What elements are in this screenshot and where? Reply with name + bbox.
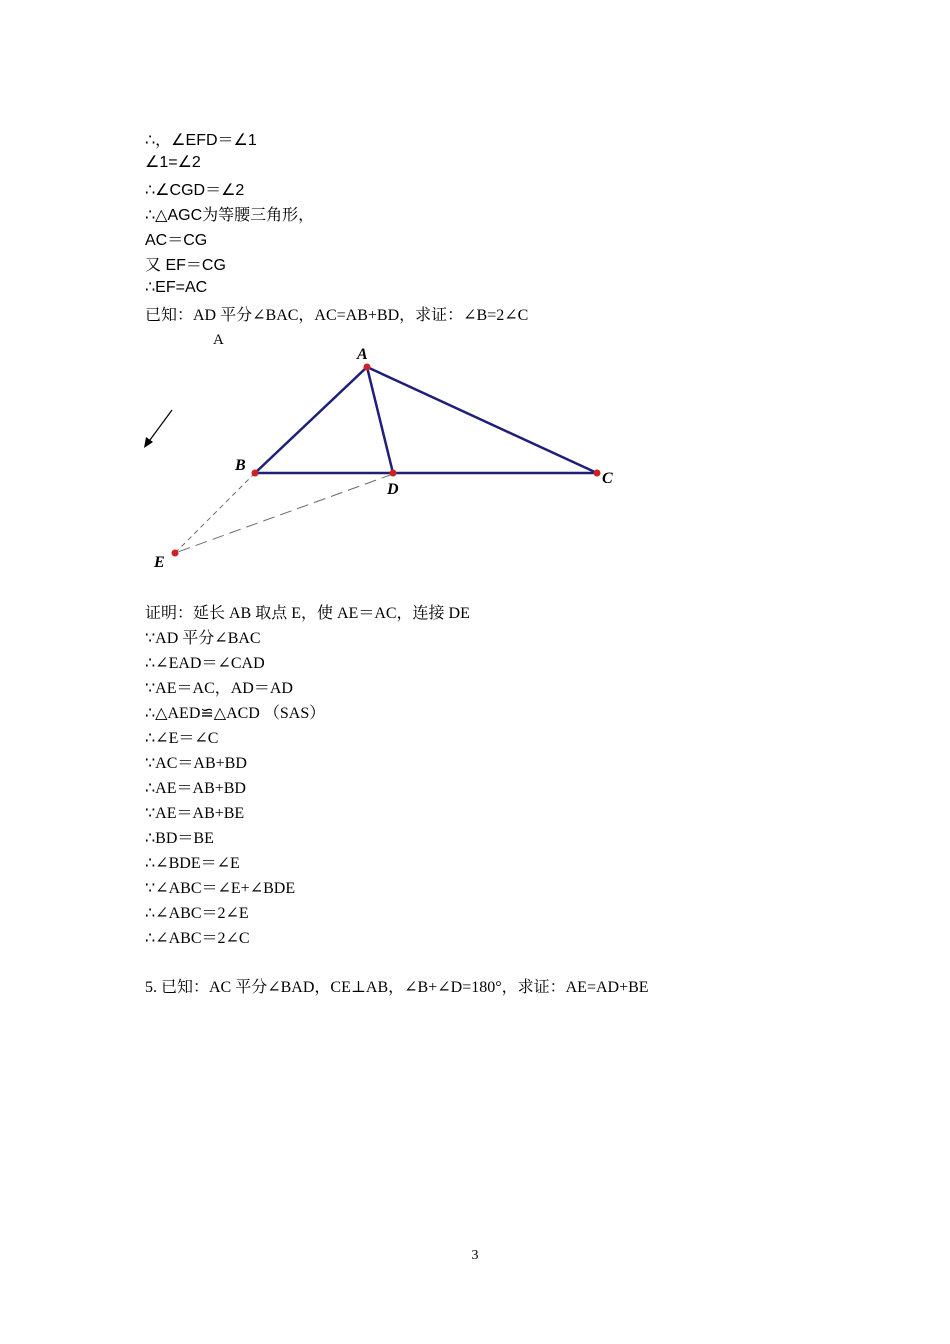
segment-be [175,473,255,553]
segment-ad [367,367,393,473]
point-a [364,364,371,371]
problem-statement: 已知：AD 平分∠BAC，AC=AB+BD，求证：∠B=2∠C [145,307,529,324]
proof-line: ∴，∠EFD＝∠1 [145,132,257,149]
arrow-icon [144,410,172,448]
proof-line: 又 EF＝CG [145,257,226,274]
geometry-figure [135,330,625,580]
segment-de [175,474,393,553]
proof-line: ∴∠ABC＝2∠E [145,905,249,922]
label-e: E [154,554,165,571]
proof-line: ∵∠ABC＝∠E+∠BDE [145,880,296,897]
proof-line: ∴△AGC为等腰三角形， [145,207,315,224]
proof-line: ∴AE＝AB+BD [145,780,246,797]
proof-line: ∵AE＝AB+BE [145,805,245,822]
proof-line: AC＝CG [145,232,208,249]
proof-line: 证明：延长 AB 取点 E，使 AE＝AC，连接 DE [145,605,470,622]
proof-line: ∵AD 平分∠BAC [145,630,261,647]
proof-line: ∠1=∠2 [145,154,201,171]
proof-line: ∴∠EAD＝∠CAD [145,655,265,672]
segment-ab [255,367,367,473]
next-problem-statement: 5. 已知：AC 平分∠BAD，CE⊥AB，∠B+∠D=180°，求证：AE=AD+BE [145,979,649,996]
point-d [390,470,397,477]
label-c: C [602,470,613,487]
proof-line: ∴△AED≌△ACD （SAS） [145,705,326,722]
segment-ac [367,367,597,473]
proof-line: ∴∠BDE＝∠E [145,855,240,872]
label-a: A [357,346,368,363]
label-d: D [387,481,399,498]
proof-line: ∵AC＝AB+BD [145,755,247,772]
proof-line: ∴∠ABC＝2∠C [145,930,250,947]
proof-line: ∴BD＝BE [145,830,214,847]
label-b: B [235,457,246,474]
point-c [594,470,601,477]
proof-line: ∴∠E＝∠C [145,730,219,747]
proof-line: ∴∠CGD＝∠2 [145,182,245,199]
stray-label-a: A [213,332,224,348]
point-e [172,550,179,557]
page-number: 3 [471,1248,479,1263]
proof-line: ∴EF=AC [145,279,208,296]
proof-line: ∵AE＝AC，AD＝AD [145,680,293,697]
point-b [252,470,259,477]
